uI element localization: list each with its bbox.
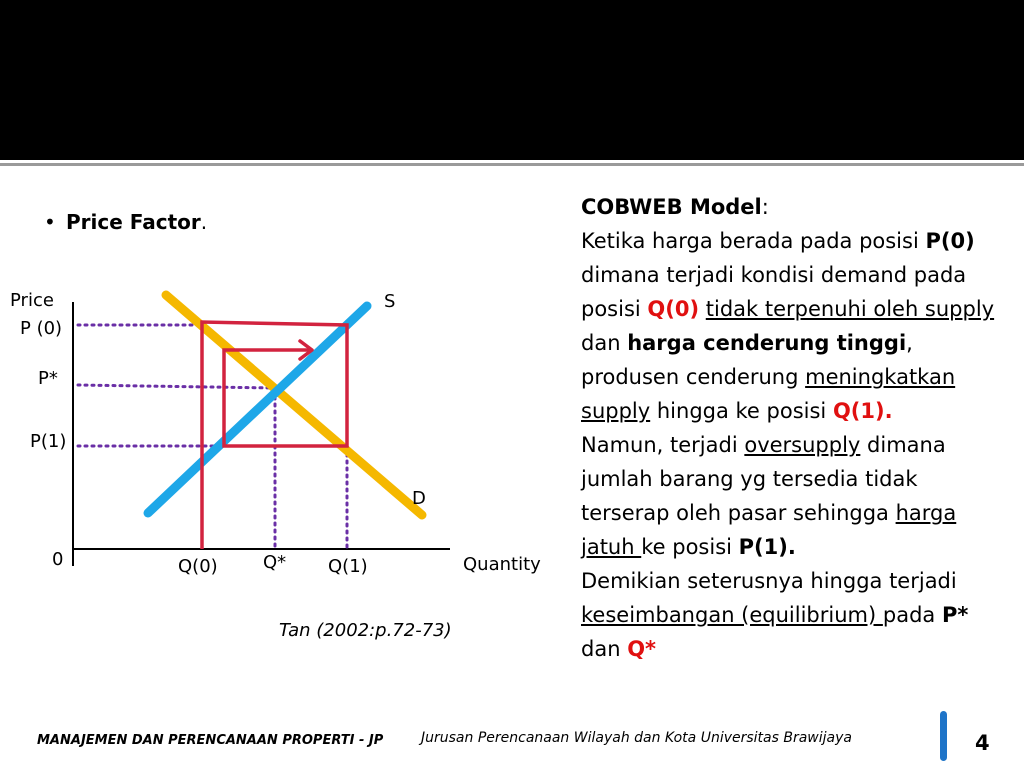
bullet-rest: . (200, 210, 208, 234)
text-s9: ke posisi (641, 535, 739, 559)
p0-label: P (0) (20, 318, 63, 339)
qstar-label: Q* (263, 552, 287, 573)
text-s6: hingga ke posisi (650, 399, 833, 423)
text-s11: pada (882, 603, 942, 627)
footer-accent-bar (940, 711, 947, 761)
text-q0: Q(0) (647, 297, 700, 321)
text-s12: dan (581, 637, 628, 661)
demand-label: D (412, 488, 426, 509)
footer-department: Jurusan Perencanaan Wilayah dan Kota Universitas Brawijaya (421, 730, 852, 746)
bullet-dot: • (44, 210, 56, 234)
p1-label: P(1) (30, 431, 67, 452)
supply-curve (148, 306, 367, 513)
q0-label: Q(0) (178, 556, 218, 577)
page-number: 4 (975, 731, 990, 755)
origin-label: 0 (52, 549, 64, 570)
explanation-title: COBWEB Model (581, 195, 762, 219)
text-p1: P(1). (738, 535, 796, 559)
text-s8: dimana jumlah barang yg tersedia tidak terserap oleh pasar sehingga (581, 433, 946, 525)
text-b1: harga cenderung tinggi (627, 331, 907, 355)
text-u2: meningkatkan supply (581, 365, 956, 423)
title-colon: : (761, 195, 769, 219)
text-s7: Namun, terjadi (581, 433, 745, 457)
citation: Tan (2002:p.72-73) (279, 620, 452, 641)
footer-course-title: MANAJEMEN DAN PERENCANAAN PROPERTI - JP (37, 733, 384, 748)
text-qstar: Q* (627, 637, 657, 661)
text-p0: P(0) (925, 229, 975, 253)
text-s2: dimana terjadi kondisi demand pada posisi (581, 263, 967, 321)
y-axis-label: Price (10, 290, 54, 311)
text-s10: Demikian seterusnya hingga terjadi (581, 569, 957, 593)
text-q1: Q(1). (832, 399, 893, 423)
bullet-bold: Price Factor (66, 210, 201, 234)
text-s1: Ketika harga berada pada posisi (581, 229, 919, 253)
text-u4: harga jatuh (581, 501, 957, 559)
text-u5: keseimbangan (equilibrium) (581, 603, 883, 627)
x-axis-label: Quantity (463, 554, 541, 575)
text-u3: oversupply (744, 433, 861, 457)
q1-label: Q(1) (328, 556, 368, 577)
demand-curve (166, 295, 422, 515)
guide-pstar (78, 385, 275, 388)
text-s4: dan (581, 331, 628, 355)
text-pstar: P* (941, 603, 969, 627)
text-s5: , produsen cenderung (581, 331, 913, 389)
pstar-label: P* (38, 368, 58, 389)
text-u1: tidak terpenuhi oleh supply (705, 297, 995, 321)
cobweb-explanation (581, 190, 1001, 666)
text-s3 (699, 297, 706, 321)
supply-label: S (384, 291, 396, 312)
